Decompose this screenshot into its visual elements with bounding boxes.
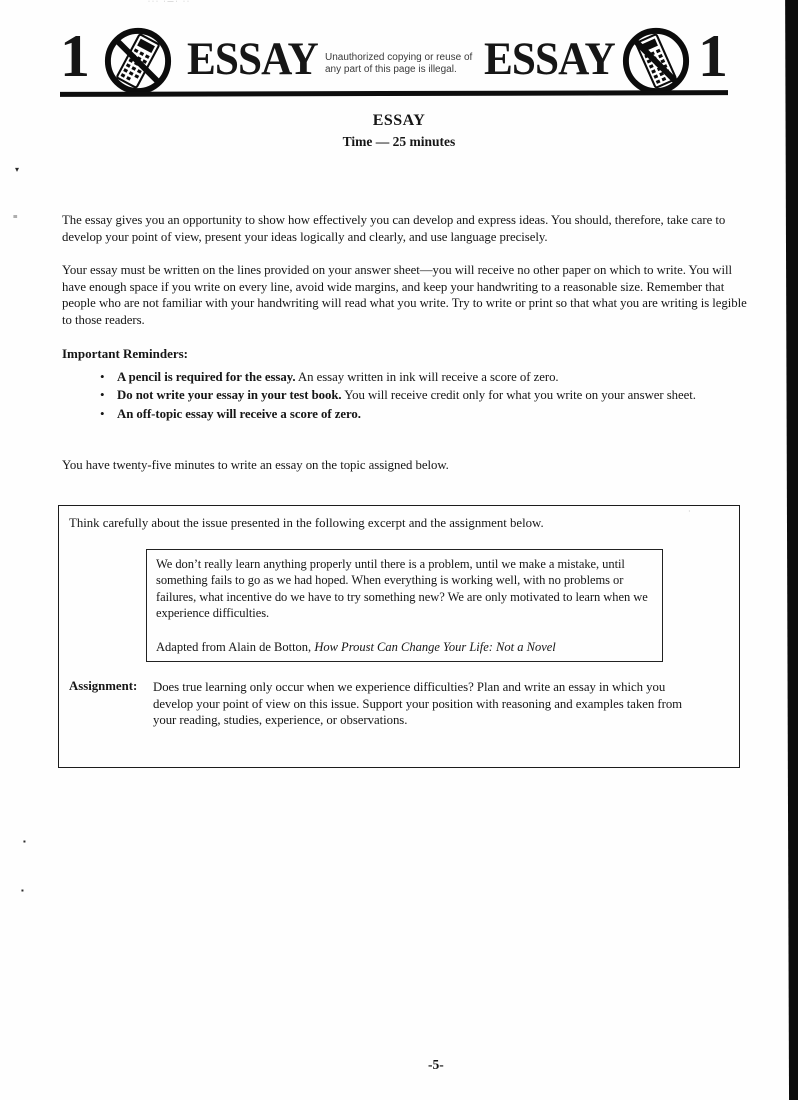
reminder-item (98, 406, 702, 423)
scan-speck: ▾ (15, 165, 20, 174)
section-number-left: 1 (60, 23, 90, 89)
time-limit: Time — 25 minutes (342, 134, 456, 149)
reminder-bold-text: An off-topic essay will receive a score of zero. (117, 406, 361, 421)
reminders-list (98, 369, 702, 424)
instructions-paragraph-2: Your essay must be written on the lines provided on your answer sheet—you will receive no other paper on which to write. You will have enough space if you write on every line, avoid wide margins, and keep your handwriting to a reasonable size. Remember that people who are not familiar with your handwriting will read what you write. Try to write or print so that what you are writing is legible to those readers. (62, 263, 747, 327)
no-calculator-icon (621, 26, 691, 96)
reminder-item (98, 369, 702, 386)
attribution-title: How Proust Can Change Your Life: Not a Novel (314, 640, 556, 654)
reminder-rest-text: You will receive credit only for what you write on your answer sheet. (341, 388, 696, 403)
section-number-right: 1 (698, 23, 728, 89)
assignment-text: Does true learning only occur when we experience difficulties? Plan and write an essay in which you develop your point of view on this issue. Support your position with reasoning and examples taken from your reading, studies, experience, or observations. (153, 680, 683, 728)
scan-artifact: ··· ·—· ·· (148, 0, 191, 5)
no-calculator-icon (103, 26, 173, 96)
section-title: ESSAY (372, 112, 426, 129)
reminder-rest-text: An essay written in ink will receive a score of zero. (295, 370, 559, 384)
title-block (0, 112, 798, 150)
reminder-item (98, 387, 702, 404)
page-number: -5- (428, 1057, 444, 1072)
excerpt-attribution (156, 640, 652, 655)
instructions-paragraph-3: You have twenty-five minutes to write an essay on the topic assigned below. (62, 458, 449, 472)
header-essay-label-right: ESSAY (484, 33, 615, 85)
scan-speck: ▪ (21, 886, 24, 895)
header-essay-label-left: ESSAY (187, 33, 318, 85)
instructions-paragraph-1: The essay gives you an opportunity to show how effectively you can develop and express ideas. You should, therefore, take care to develop your point of view, present your ideas logically and clearly, and use language precisely. (62, 213, 726, 244)
scanner-edge-band (784, 0, 798, 1100)
reminder-bold-text: Do not write your essay in your test book. (117, 388, 342, 403)
scan-speck: · (688, 507, 691, 516)
scan-speck: ≡ (13, 212, 18, 221)
scan-speck: ▪ (23, 837, 26, 846)
excerpt-text: We don’t really learn anything properly until there is a problem, until we make a mistake, until something fails to go as we had hoped. When everything is working well, with no problems or failures, what incentive do we have to try something new? We are only motivated to learn when we experience difficulties. (156, 557, 648, 621)
reminder-bold-text: A pencil is required for the essay. (117, 370, 296, 384)
essay-prompt-box (58, 505, 740, 768)
excerpt-box (146, 549, 663, 662)
copyright-notice: Unauthorized copying or reuse of any part of this page is illegal. (325, 52, 473, 75)
prompt-intro: Think carefully about the issue presented in the following excerpt and the assignment below. (69, 516, 544, 530)
attribution-prefix: Adapted from Alain de Botton, (156, 640, 315, 654)
important-reminders-heading: Important Reminders: (62, 346, 189, 361)
assignment-label: Assignment: (69, 679, 138, 693)
